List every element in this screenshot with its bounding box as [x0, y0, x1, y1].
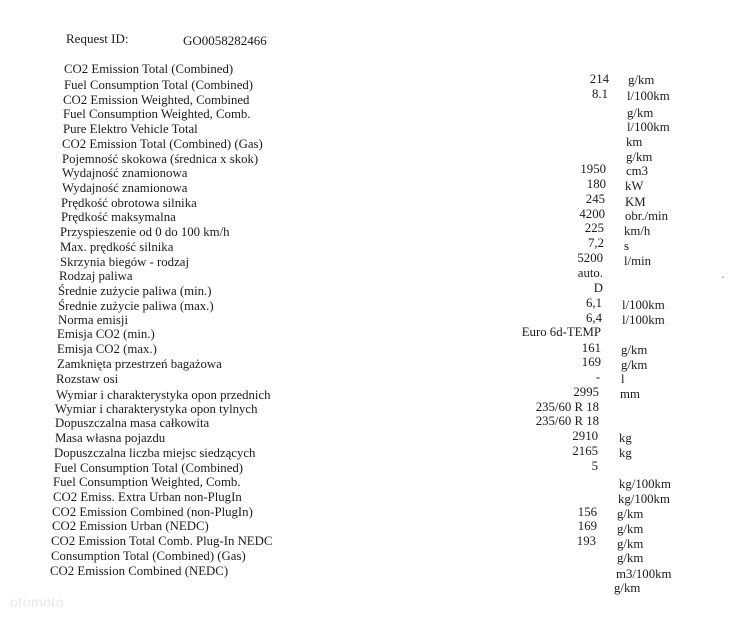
- spec-label: Wymiar i charakterystyka opon tylnych: [55, 402, 258, 416]
- scan-speck: [722, 276, 724, 278]
- spec-unit: kg/100km: [618, 492, 670, 506]
- spec-unit: kg: [619, 446, 632, 460]
- spec-value: 235/60 R 18: [535, 400, 599, 414]
- spec-unit: mm: [620, 387, 640, 401]
- spec-label: Wymiar i charakterystyka opon przednich: [56, 388, 271, 402]
- spec-label: Masa własna pojazdu: [55, 431, 166, 445]
- spec-value: 2165: [572, 444, 598, 458]
- spec-value: 4200: [579, 207, 605, 221]
- spec-value: 6,1: [586, 296, 602, 310]
- spec-label: Pure Elektro Vehicle Total: [63, 122, 198, 136]
- spec-unit: cm3: [626, 164, 649, 178]
- spec-unit: g/km: [614, 581, 641, 595]
- spec-value: 161: [581, 341, 601, 355]
- spec-label: CO2 Emission Total (Combined): [64, 62, 234, 76]
- spec-unit: g/km: [617, 551, 644, 565]
- spec-value: 235/60 R 18: [535, 414, 599, 428]
- spec-label: Średnie zużycie paliwa (min.): [58, 284, 212, 298]
- spec-label: CO2 Emission Combined (non-PlugIn): [52, 505, 253, 519]
- spec-value: 193: [576, 534, 596, 548]
- spec-label: Emisja CO2 (max.): [57, 342, 157, 356]
- spec-unit: g/km: [617, 522, 644, 536]
- request-id-label: Request ID:: [66, 31, 129, 46]
- spec-value: -: [595, 370, 600, 384]
- spec-label: Fuel Consumption Weighted, Comb.: [53, 475, 241, 489]
- spec-value: 214: [589, 72, 609, 86]
- spec-label: Fuel Consumption Total (Combined): [64, 78, 254, 92]
- spec-unit: g/km: [621, 358, 648, 372]
- spec-label: Zamknięta przestrzeń bagażowa: [57, 357, 222, 371]
- request-id-value: GO0058282466: [183, 33, 267, 48]
- spec-label: Pojemność skokowa (średnica x skok): [62, 152, 259, 166]
- spec-unit: l/100km: [627, 89, 670, 103]
- spec-label: Norma emisji: [58, 313, 129, 327]
- spec-value: Euro 6d-TEMP: [521, 325, 601, 339]
- spec-unit: g/km: [617, 537, 644, 551]
- spec-unit: l: [621, 372, 625, 386]
- spec-label: Rodzaj paliwa: [59, 269, 133, 283]
- spec-label: Max. prędkość silnika: [60, 240, 174, 254]
- spec-value: 8.1: [592, 87, 608, 101]
- spec-label: Wydajność znamionowa: [62, 181, 188, 195]
- spec-unit: l/100km: [622, 298, 665, 312]
- spec-value: 169: [581, 355, 601, 369]
- spec-label: Fuel Consumption Total (Combined): [54, 461, 244, 475]
- spec-unit: m3/100km: [616, 567, 672, 581]
- spec-unit: g/km: [627, 106, 654, 120]
- spec-unit: kg: [619, 431, 632, 445]
- spec-label: Prędkość obrotowa silnika: [61, 196, 197, 210]
- spec-value: 5: [591, 459, 598, 473]
- spec-label: CO2 Emission Weighted, Combined: [63, 93, 250, 107]
- spec-label: Dopuszczalna masa całkowita: [55, 416, 210, 430]
- spec-value: auto.: [577, 266, 603, 280]
- spec-value: 7,2: [588, 236, 604, 250]
- watermark: otomoto: [10, 594, 65, 610]
- spec-label: Rozstaw osi: [56, 372, 119, 386]
- spec-value: 156: [577, 505, 597, 519]
- spec-value: D: [593, 281, 603, 295]
- spec-value: 180: [586, 177, 606, 191]
- spec-unit: g/km: [621, 343, 648, 357]
- spec-label: Przyspieszenie od 0 do 100 km/h: [60, 225, 230, 239]
- spec-label: CO2 Emission Urban (NEDC): [52, 519, 209, 533]
- spec-value: 225: [584, 221, 604, 235]
- spec-value: 2910: [572, 429, 598, 443]
- spec-label: Średnie zużycie paliwa (max.): [58, 299, 214, 313]
- spec-unit: obr./min: [625, 209, 669, 223]
- spec-unit: km/h: [624, 224, 651, 238]
- spec-label: CO2 Emiss. Extra Urban non-PlugIn: [53, 490, 242, 504]
- spec-label: CO2 Emission Combined (NEDC): [50, 564, 229, 578]
- spec-label: Wydajność znamionowa: [62, 166, 188, 180]
- spec-value: 5200: [577, 251, 603, 265]
- spec-unit: km: [626, 135, 643, 149]
- spec-unit: l/100km: [622, 313, 665, 327]
- spec-label: Fuel Consumption Weighted, Comb.: [63, 107, 251, 121]
- spec-label: Dopuszczalna liczba miejsc siedzących: [54, 446, 256, 460]
- spec-label: CO2 Emission Total (Combined) (Gas): [62, 137, 263, 151]
- spec-unit: KM: [625, 195, 646, 209]
- spec-unit: g/km: [617, 507, 644, 521]
- spec-unit: l/100km: [627, 120, 670, 134]
- spec-unit: l/min: [624, 254, 652, 268]
- spec-label: Prędkość maksymalna: [61, 210, 176, 224]
- spec-label: Emisja CO2 (min.): [57, 327, 155, 341]
- spec-unit: s: [624, 239, 629, 253]
- spec-unit: kg/100km: [619, 477, 671, 491]
- spec-value: 1950: [580, 162, 606, 176]
- spec-label: Skrzynia biegów - rodzaj: [60, 255, 189, 269]
- spec-value: 169: [577, 519, 597, 533]
- spec-value: 6,4: [586, 311, 602, 325]
- spec-unit: kW: [625, 179, 644, 193]
- spec-unit: g/km: [626, 150, 653, 164]
- spec-label: Consumption Total (Combined) (Gas): [51, 549, 246, 563]
- spec-value: 245: [585, 192, 605, 206]
- spec-label: CO2 Emission Total Comb. Plug-In NEDC: [51, 534, 273, 548]
- spec-unit: g/km: [628, 73, 655, 87]
- spec-value: 2995: [573, 385, 599, 399]
